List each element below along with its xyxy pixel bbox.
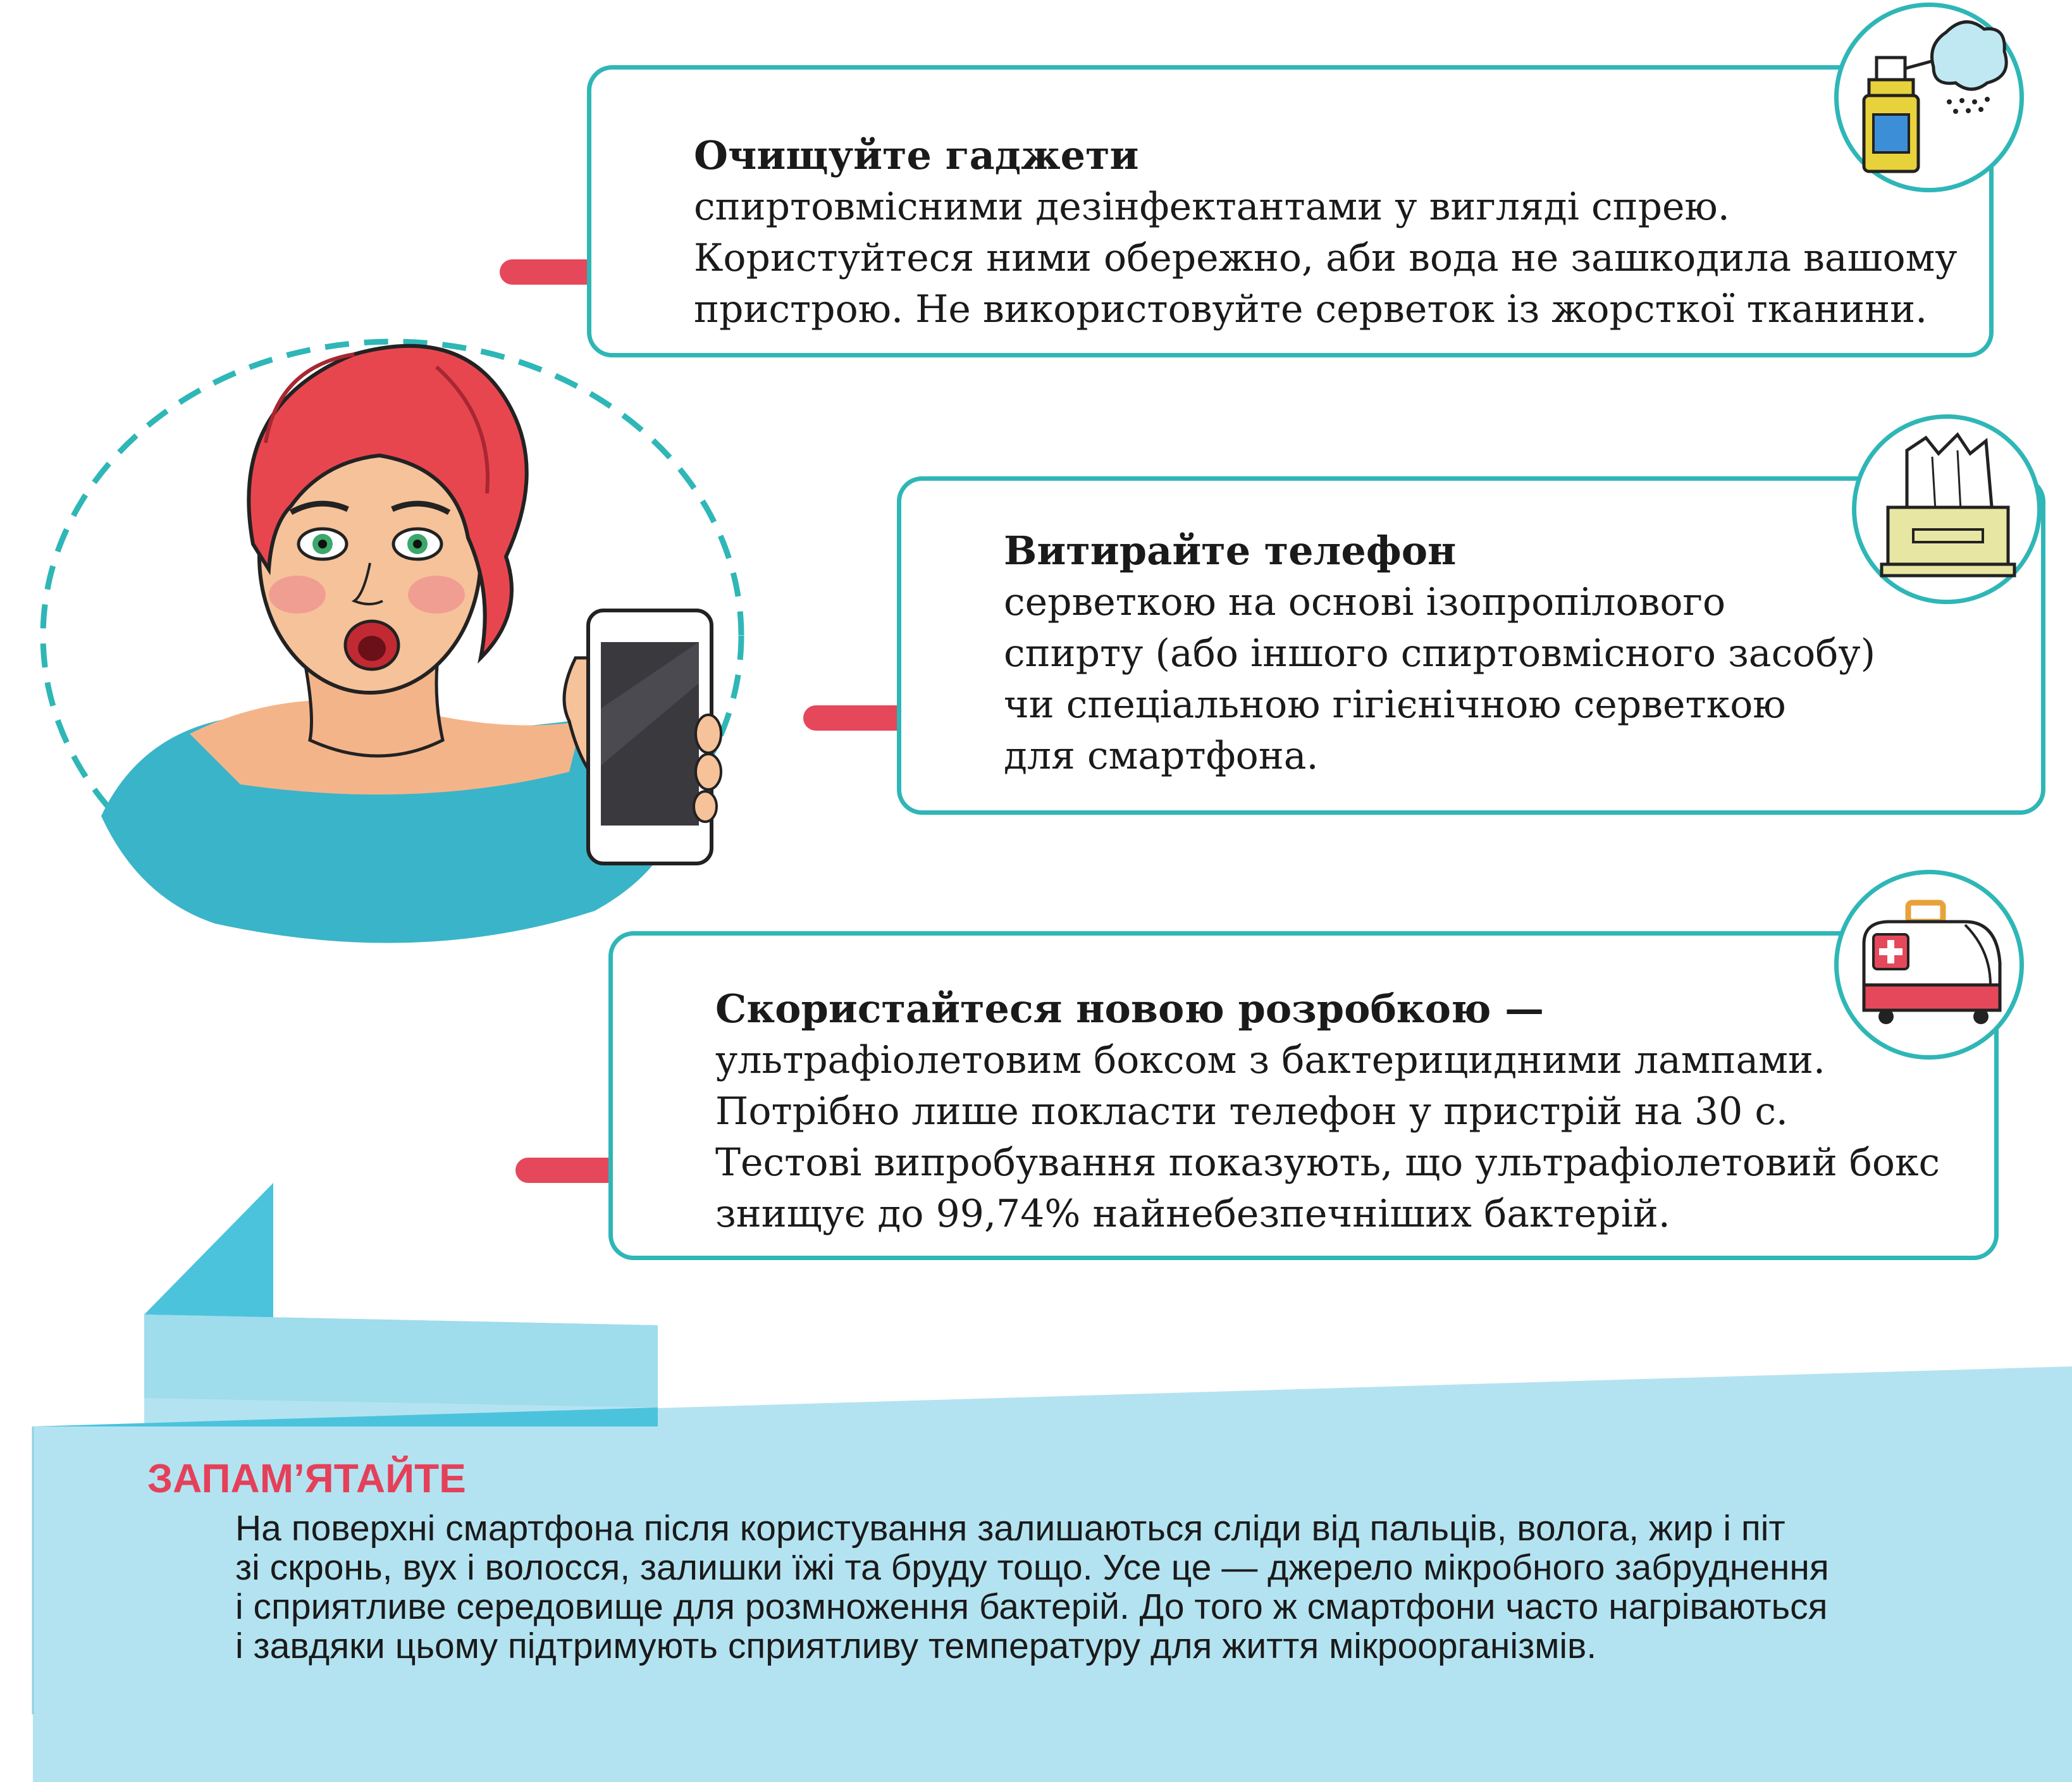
woman-with-phone-illustration — [25, 329, 772, 974]
tip-title: Очищуйте гаджети — [694, 132, 1139, 178]
tissue-box-icon — [1852, 414, 2042, 604]
tip-line: Користуйтеся ними обережно, аби вода не зашкодила вашому — [694, 236, 1958, 280]
tip-line: Тестові випробування показують, що ультрафіолетовий бокс — [715, 1141, 1940, 1185]
remember-line: На поверхні смартфона після користування залишаються сліди від пальців, волога, жир і піт — [235, 1508, 1785, 1549]
tip-line: Потрібно лише покласти телефон у пристрій на 30 с. — [715, 1089, 1788, 1134]
tip-line: для смартфона. — [1004, 734, 1319, 778]
tip-title: Витирайте телефон — [1004, 528, 1457, 574]
remember-title: ЗАПАМ’ЯТАЙТЕ — [147, 1456, 466, 1501]
remember-line: зі скронь, вух і волосся, залишки їжі та бруду тощо. Усе це — джерело мікробного забруднення — [235, 1547, 1829, 1588]
tip-line: чи спеціальною гігієнічною серветкою — [1004, 683, 1786, 727]
tip-line: знищує до 99,74% найнебезпечніших бактерій. — [715, 1192, 1670, 1236]
remember-line: і сприятливе середовище для розмноження бактерій. До того ж смартфони часто нагріваються — [235, 1587, 1828, 1627]
remember-text — [235, 1509, 1829, 1666]
tip-line: спирту (або іншого спиртовмісного засобу) — [1004, 631, 1876, 676]
medical-bag-icon — [1834, 870, 2024, 1060]
tip-card-uv-box — [608, 931, 1999, 1260]
tip-line: пристрою. Не використовуйте серветок із жорсткої тканини. — [694, 287, 1928, 331]
tip-line: серветкою на основі ізопропілового — [1004, 580, 1726, 624]
tip-line: спиртовмісними дезінфектантами у вигляді спрею. — [694, 185, 1730, 229]
tip-line: ультрафіолетовим боксом з бактерицидними лампами. — [715, 1038, 1825, 1082]
remember-line: і завдяки цьому підтримують сприятливу температуру для життя мікроорганізмів. — [235, 1626, 1597, 1666]
tip-card-clean-gadgets — [587, 65, 1994, 357]
tip-title: Скористайтеся новою розробкою — — [715, 986, 1545, 1032]
spray-bottle-icon — [1834, 3, 2024, 192]
